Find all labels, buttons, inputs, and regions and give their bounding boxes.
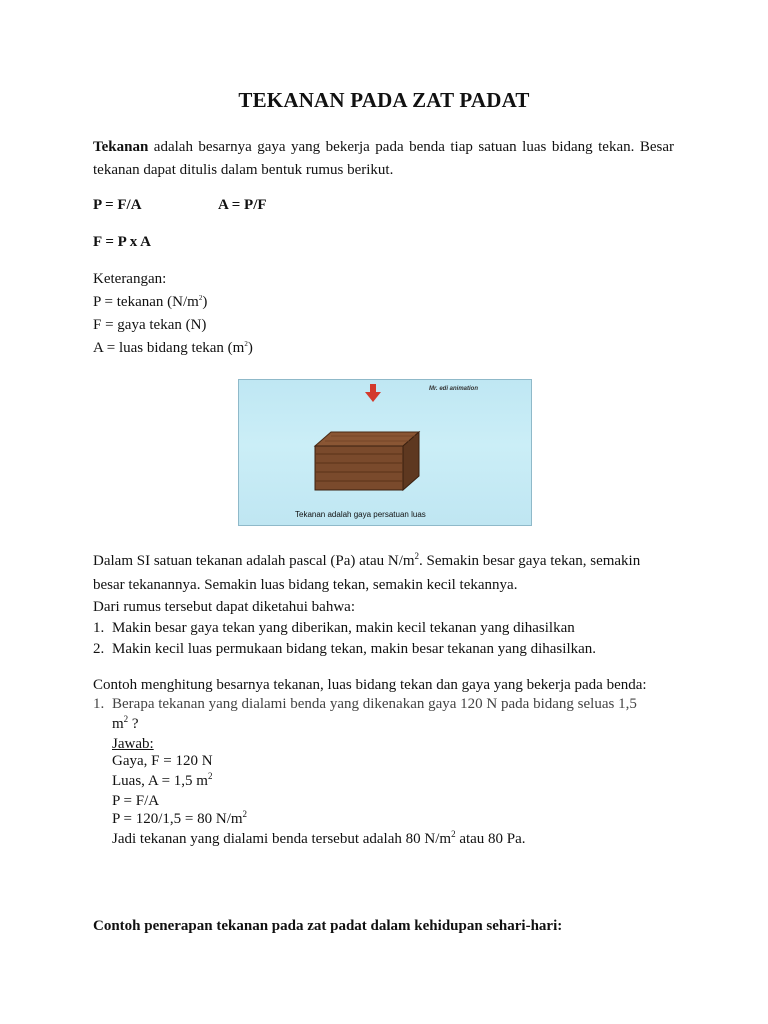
- si-sup: 2: [414, 551, 420, 561]
- term-tekanan: Tekanan: [93, 139, 149, 155]
- contoh-gaya: Gaya, F = 120 N: [112, 753, 213, 769]
- contoh-q2-text: m: [112, 716, 124, 732]
- keterangan-a: [93, 340, 253, 357]
- pressure-illustration: [239, 380, 531, 525]
- contoh-jadi: [112, 831, 526, 848]
- contoh-luas-text: Luas, A = 1,5 m: [112, 773, 208, 789]
- contoh-question-text: Berapa tekanan yang dialami benda yang dikenakan gaya 120 N pada bidang seluas 1,5: [112, 696, 637, 712]
- keterangan-p: [93, 294, 207, 311]
- contoh-num: 1.: [93, 696, 105, 712]
- down-arrow-icon: [365, 384, 381, 402]
- si-paragraph-line1: [93, 553, 693, 570]
- contoh-heading: Contoh menghitung besarnya tekanan, luas bidang tekan dan gaya yang bekerja pada benda:: [93, 677, 647, 693]
- intro-paragraph: [93, 136, 674, 182]
- contoh-jadi-text: Jadi tekanan yang dialami benda tersebut adalah 80 N/m: [112, 831, 452, 847]
- keterangan-heading: Keterangan:: [93, 271, 167, 287]
- keterangan-p-text: P = tekanan (N/m: [93, 294, 199, 310]
- keterangan-f: F = gaya tekan (N): [93, 317, 207, 333]
- contoh-q2-sup: 2: [123, 714, 129, 724]
- formula-f: F = P x A: [93, 234, 151, 250]
- figure-watermark: Mr. edi animation: [429, 386, 479, 392]
- rule-text-2: Makin kecil luas permukaan bidang tekan, makin besar tekanan yang dihasilkan.: [112, 641, 597, 657]
- si-paragraph-line2: besar tekanannya. Semakin luas bidang tekan, semakin kecil tekannya.: [93, 577, 518, 593]
- pressure-figure: [238, 379, 532, 526]
- rule-item-2: [93, 641, 713, 658]
- contoh-calc-text: P = 120/1,5 = 80 N/m: [112, 811, 243, 827]
- jawab-label: Jawab:: [112, 736, 154, 752]
- page-title: TEKANAN PADA ZAT PADAT: [238, 88, 530, 112]
- contoh-question: [93, 696, 713, 713]
- dari-rumus: Dari rumus tersebut dapat diketahui bahwa:: [93, 599, 356, 615]
- contoh-jadi-end: atau 80 Pa.: [455, 831, 526, 847]
- formula-p: P = F/A: [93, 197, 142, 213]
- contoh-jadi-sup: 2: [451, 829, 456, 839]
- contoh-luas: [112, 773, 212, 790]
- intro-text: adalah besarnya gaya yang bekerja pada benda tiap satuan luas bidang tekan. Besar tekanan dapat ditulis dalam bentuk rumus berikut.: [93, 139, 674, 178]
- keterangan-p-end: ): [202, 294, 208, 310]
- contoh-question-line2: [112, 716, 139, 733]
- keterangan-a-end: ): [247, 340, 253, 356]
- wood-block-icon: [315, 432, 419, 490]
- contoh-q2-end: ?: [128, 716, 139, 732]
- contoh-calc-sup: 2: [242, 809, 248, 819]
- contoh-calc: [112, 811, 247, 828]
- penerapan-heading: Contoh penerapan tekanan pada zat padat dalam kehidupan sehari-hari:: [93, 918, 563, 934]
- rule-item-1: [93, 620, 713, 637]
- contoh-jawab: [112, 736, 154, 753]
- rule-num-1: 1.: [93, 620, 105, 636]
- figure-caption: Tekanan adalah gaya persatuan luas: [295, 510, 426, 519]
- formula-a: A = P/F: [218, 197, 267, 213]
- keterangan-a-sup: 2: [244, 340, 248, 348]
- rule-num-2: 2.: [93, 641, 105, 657]
- keterangan-p-sup: 2: [198, 294, 203, 302]
- contoh-pfa: P = F/A: [112, 793, 160, 809]
- rule-text-1: Makin besar gaya tekan yang diberikan, makin kecil tekanan yang dihasilkan: [112, 620, 575, 636]
- keterangan-a-text: A = luas bidang tekan (m: [93, 340, 245, 356]
- si-text-1: Dalam SI satuan tekanan adalah pascal (Pa) atau N/m: [93, 553, 415, 569]
- contoh-luas-sup: 2: [207, 771, 213, 781]
- si-text-2: . Semakin besar gaya tekan, semakin: [419, 553, 641, 569]
